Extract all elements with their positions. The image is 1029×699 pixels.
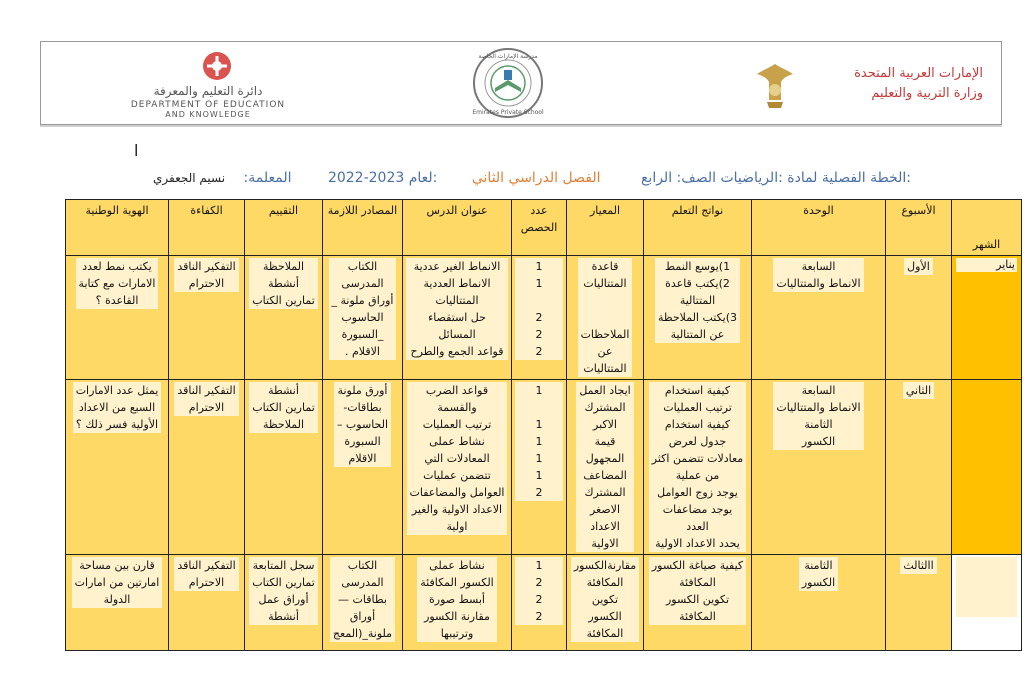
cell-line: الحاسوب –: [336, 418, 389, 431]
cell-line: الانماط الغير عددية: [413, 260, 501, 273]
sessions-cell: [512, 256, 567, 380]
cell-line: جدول لعرض: [668, 435, 727, 448]
cell-line: العدد: [686, 520, 709, 533]
cell-line: الكسور: [801, 435, 836, 448]
header-week: الأسبوع: [886, 200, 952, 256]
cell-line: الكسور المكافئة: [420, 576, 494, 589]
cell-line: الثامنة: [804, 559, 833, 572]
resources-cell: [323, 555, 403, 651]
cell-line: 2: [535, 486, 543, 499]
cell-line: والقسمة: [437, 401, 477, 414]
cell-line: [581, 292, 630, 309]
cell-line: الكسور: [588, 610, 622, 623]
cell-line: السبورة: [344, 435, 381, 448]
cell-line: مقارنةالكسور: [573, 559, 637, 572]
teacher-label: المعلمة:: [243, 170, 292, 186]
cell-line: الامارات مع كتابة: [78, 277, 156, 290]
cell-line: يوجد زوج العوامل: [657, 486, 738, 499]
cell-line: ايجاد العمل: [579, 384, 631, 397]
assessment-cell: [245, 555, 323, 651]
cell-line: تكوين: [591, 593, 619, 606]
abu-dhabi-emblem-icon: [197, 50, 237, 86]
cell-line: المجهول: [585, 452, 625, 465]
week-cell: االثالث: [886, 555, 952, 651]
cell-line: 2: [535, 345, 543, 358]
cell-line: الاعداد: [590, 520, 620, 533]
cell-line: السابعة: [801, 260, 836, 273]
cell-line: 1)يوسع النمط: [664, 260, 731, 273]
stray-mark: ا: [134, 141, 139, 160]
cell-line: الاكبر: [593, 418, 617, 431]
cell-line: المتتاليات: [435, 294, 479, 307]
table-row: [66, 555, 1022, 651]
cell-line: قارن بين مساحة: [79, 559, 155, 572]
assessment-cell: [245, 256, 323, 380]
cell-line: الاقلام: [348, 452, 377, 465]
cell-line: كيفية استخدام: [664, 418, 731, 431]
cell-line: المكافئة: [586, 576, 624, 589]
header-standard: المعيار: [567, 200, 644, 256]
cell-line: الثامنة: [804, 418, 833, 431]
cell-line: تمارين الكتاب: [252, 294, 315, 307]
cell-line: المشترك: [584, 486, 626, 499]
cell-line: 2: [535, 328, 543, 341]
cell-line: ترتيب العمليات: [422, 418, 492, 431]
lesson-cell: [403, 555, 512, 651]
cell-line: 2: [535, 593, 543, 606]
cell-line: المعادلات التي: [424, 452, 490, 465]
cell-line: ملونة_(المعج: [332, 627, 393, 640]
table-row: [66, 380, 1022, 555]
cell-line: [518, 292, 560, 309]
cell-line: يمثل عدد الامارات: [75, 384, 159, 397]
cell-line: قاعدة: [591, 260, 619, 273]
cell-line: المكافئة: [679, 576, 716, 589]
cell-line: قواعد الضرب: [425, 384, 489, 397]
lesson-cell: [403, 256, 512, 380]
table-header-row: [66, 200, 1022, 256]
resources-cell: [323, 380, 403, 555]
cell-line: بطاقات —: [338, 593, 387, 606]
cell-line: تتضمن عمليات: [423, 469, 491, 482]
cell-line: 1: [535, 435, 543, 448]
outcomes-cell: [644, 555, 752, 651]
plan-title: :الخطة الفصلية لمادة :الرياضيات الصف: الرابع: [640, 170, 911, 186]
cell-line: أورق ملونة: [337, 384, 388, 397]
adek-arabic-name: دائرة التعليم والمعرفة: [153, 84, 263, 98]
cell-line: المكافئة: [679, 610, 716, 623]
cell-line: 1: [535, 452, 543, 465]
outcomes-cell: [644, 256, 752, 380]
cell-line: الدولة: [103, 593, 131, 606]
cell-line: أوراق ملونة _: [331, 294, 394, 307]
cell-line: الكتاب: [347, 260, 378, 273]
svg-text:مدرسة الإمارات الخاصة: مدرسة الإمارات الخاصة: [478, 53, 538, 60]
month-cell: يناير: [952, 256, 1022, 380]
cell-line: 2: [535, 610, 543, 623]
cell-line: المتتاليات: [583, 362, 627, 375]
cell-line: التفكير الناقد: [177, 384, 236, 397]
cell-line: 1: [535, 469, 543, 482]
cell-line: [518, 399, 560, 416]
outcomes-cell: [644, 380, 752, 555]
cell-line: أنشطة: [268, 277, 299, 290]
cell-line: الانماط والمتتاليات: [776, 277, 861, 290]
cell-line: 1: [535, 559, 543, 572]
cell-line: يكتب نمط لعدد: [82, 260, 152, 273]
ministry-name-line2: وزارة التربية والتعليم: [871, 86, 983, 101]
cell-line: قواعد الجمع والطرح: [410, 345, 504, 358]
cell-line: 1: [535, 384, 543, 397]
competency-cell: [169, 256, 245, 380]
school-seal-icon: [433, 46, 583, 120]
cell-line: قيمة: [594, 435, 616, 448]
lesson-cell: [403, 380, 512, 555]
assessment-cell: [245, 380, 323, 555]
sessions-cell: [512, 555, 567, 651]
header-unit: الوحدة: [752, 200, 886, 256]
identity-cell: [66, 256, 169, 380]
cell-line: 1: [535, 260, 543, 273]
cell-line: اولية: [446, 520, 468, 533]
school-seal: [433, 46, 583, 120]
cell-line: التفكير الناقد: [177, 559, 236, 572]
cell-line: يوجد مضاعفات: [662, 503, 733, 516]
cell-line: الأولية فسر ذلك ؟: [75, 418, 159, 431]
month-cell: [952, 380, 1022, 555]
cell-line: كيفية صياغة الكسور: [651, 559, 744, 572]
header-lesson: عنوان الدرس: [403, 200, 512, 256]
letterhead: [40, 41, 1002, 125]
header-sessions: عدد الحصص: [512, 200, 567, 256]
cell-line: _السبورة: [341, 328, 384, 341]
cell-line: المتتالية: [679, 294, 716, 307]
cell-line: التفكير الناقد: [177, 260, 236, 273]
adek-logo: [93, 54, 323, 119]
uae-falcon-emblem-icon: [753, 60, 797, 110]
identity-cell: [66, 380, 169, 555]
cell-line: 1: [535, 418, 543, 431]
cell-line: تكوين الكسور: [665, 593, 730, 606]
header-assessment: التقييم: [245, 200, 323, 256]
cell-line: السبع من الاعداد: [78, 401, 156, 414]
cell-line: الانماط والمتتاليات: [776, 401, 861, 414]
ministry-name-line1: الإمارات العربية المتحدة: [854, 66, 983, 81]
unit-cell: [752, 380, 886, 555]
week-cell: الأول: [886, 256, 952, 380]
header-resources: المصادر اللازمة: [323, 200, 403, 256]
cell-line: نشاط عملى: [429, 559, 485, 572]
cell-line: يحدد الاعداد الاولية: [655, 537, 740, 550]
cell-line: أنشطة: [268, 610, 299, 623]
adek-english-name-line1: DEPARTMENT OF EDUCATION: [130, 100, 286, 110]
identity-cell: [66, 555, 169, 651]
cell-line: السابعة: [801, 384, 836, 397]
cell-line: الملاحظة: [262, 418, 305, 431]
cell-line: 2)يكتب قاعدة: [665, 277, 730, 290]
cell-line: الاقلام .: [345, 345, 380, 358]
cell-line: الاحترام: [188, 401, 225, 414]
cell-line: الملاحظة: [262, 260, 305, 273]
cell-line: تمارين الكتاب: [252, 401, 315, 414]
cell-line: الاعداد الاولية والغير: [411, 503, 503, 516]
cell-line: مقارنة الكسور: [424, 610, 490, 623]
cell-line: 1: [535, 277, 543, 290]
school-year: :لعام 2023-2022: [327, 170, 438, 186]
cell-line: تمارين الكتاب: [252, 576, 315, 589]
cell-line: 3)يكتب الملاحظة: [657, 311, 738, 324]
semester: الفصل الدراسي الثاني: [471, 170, 601, 186]
cell-line: أوراق: [349, 610, 376, 623]
header-competency: الكفاءة: [169, 200, 245, 256]
cell-line: المدرسى: [341, 576, 384, 589]
cell-line: عن المتتالية: [670, 328, 725, 341]
cell-line: الاصغر: [589, 503, 621, 516]
cell-line: الكسور: [801, 576, 836, 589]
adek-english-name-line2: AND KNOWLEDGE: [165, 110, 251, 119]
cell-line: امارتين من امارات: [74, 576, 160, 589]
cell-line: الملاحظات: [580, 328, 630, 341]
ministry-logo: [753, 56, 983, 112]
cell-line: القاعدة ؟: [95, 294, 139, 307]
cell-line: من عملية: [675, 469, 720, 482]
table-row: [66, 256, 1022, 380]
header-identity: الهوية الوطنية: [66, 200, 169, 256]
header-outcomes: نواتج التعلم: [644, 200, 752, 256]
cell-line: الاحترام: [188, 277, 225, 290]
standard-cell: [567, 380, 644, 555]
cell-line: المتتاليات: [583, 277, 627, 290]
cell-line: [581, 309, 630, 326]
cell-line: معادلات تتضمن اكثر: [651, 452, 744, 465]
unit-cell: [752, 555, 886, 651]
cell-line: 2: [535, 311, 543, 324]
cell-line: المضاعف: [583, 469, 627, 482]
sessions-cell: [512, 380, 567, 555]
cell-line: الحاسوب: [341, 311, 384, 324]
cell-line: أنشطة: [268, 384, 299, 397]
cell-line: كيفية استخدام: [664, 384, 731, 397]
cell-line: الاحترام: [188, 576, 225, 589]
cell-line: أوراق عمل: [258, 593, 309, 606]
cell-line: وترتيبها: [440, 627, 474, 640]
cell-line: المشترك: [584, 401, 626, 414]
plan-title-line: [149, 170, 911, 186]
teacher-name: نسيم الجعفري: [152, 171, 226, 185]
cell-line: الكتاب: [347, 559, 378, 572]
cell-line: نشاط عملى: [429, 435, 485, 448]
header-month: الشهر: [952, 200, 1022, 256]
cell-line: ترتيب العمليات: [663, 401, 732, 414]
competency-cell: [169, 380, 245, 555]
competency-cell: [169, 555, 245, 651]
cell-line: حل استقصاء المسائل: [428, 311, 486, 341]
cell-line: المكافئة: [586, 627, 624, 640]
unit-cell: [752, 256, 886, 380]
cell-line: عن: [597, 345, 613, 358]
cell-line: الانماط العددية: [423, 277, 491, 290]
cell-line: بطاقات-: [343, 401, 382, 414]
cell-line: المدرسى: [341, 277, 384, 290]
semester-plan-table: [65, 199, 1022, 651]
standard-cell: [567, 256, 644, 380]
cell-line: العوامل والمضاعفات: [409, 486, 505, 499]
week-cell: الثاني: [886, 380, 952, 555]
standard-cell: [567, 555, 644, 651]
month-cell: [952, 555, 1022, 651]
cell-line: الاولية: [591, 537, 619, 550]
resources-cell: [323, 256, 403, 380]
svg-text:Emirates Private School: Emirates Private School: [472, 109, 544, 116]
cell-line: سجل المتابعة: [252, 559, 315, 572]
cell-line: 2: [535, 576, 543, 589]
cell-line: أبسط صورة: [429, 593, 485, 606]
